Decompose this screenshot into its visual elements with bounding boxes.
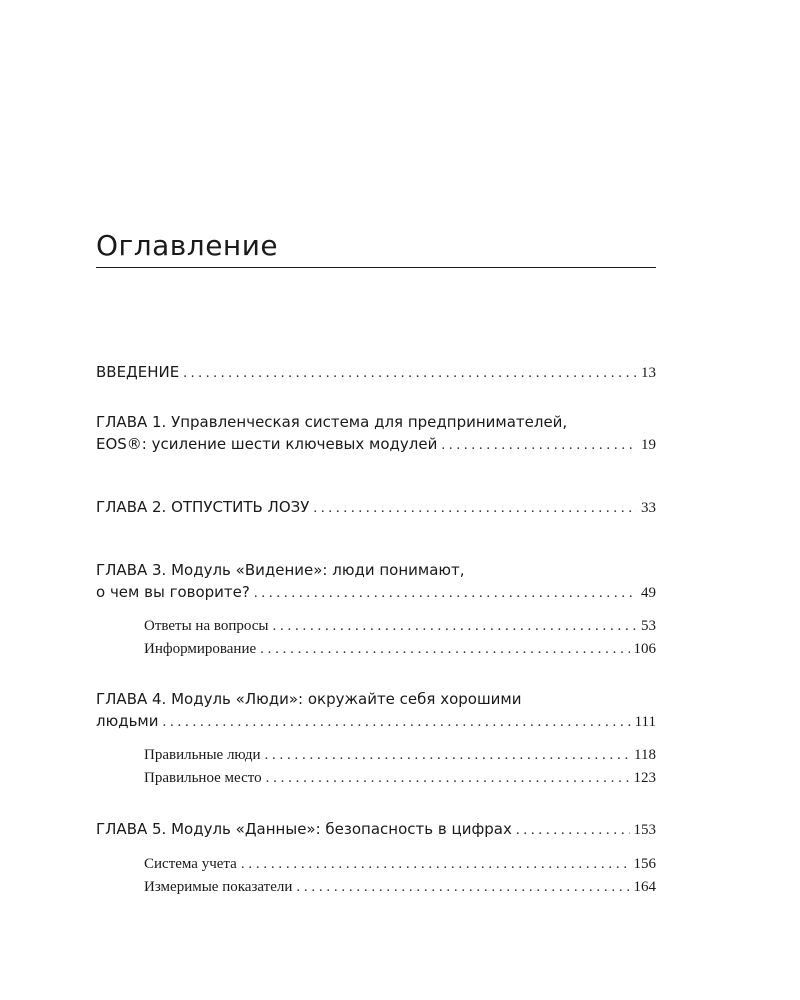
page-number: 49 xyxy=(641,585,656,601)
entry-title-line1: ГЛАВА 1. Управленческая система для предпринимателей, xyxy=(96,413,568,431)
entry-title-line1: ГЛАВА 4. Модуль «Люди»: окружайте себя хорошими xyxy=(96,690,522,708)
entry-title-line2: людьми xyxy=(96,712,159,730)
page-number: 123 xyxy=(633,770,656,786)
toc-entry-ch4-s1[interactable] xyxy=(144,744,656,767)
page-number: 106 xyxy=(633,641,656,657)
dot-leader xyxy=(241,853,630,876)
toc-entry-ch5[interactable] xyxy=(96,818,656,841)
entry-title: ВВЕДЕНИЕ xyxy=(96,363,180,381)
entry-title: Ответы на вопросы xyxy=(144,618,269,634)
toc-entry-ch1[interactable] xyxy=(96,411,656,456)
page-number: 156 xyxy=(633,856,656,872)
entry-title: ГЛАВА 5. Модуль «Данные»: безопасность в цифрах xyxy=(96,820,512,838)
toc-entry-ch4-s2[interactable] xyxy=(144,767,656,790)
toc-entry-ch5-s2[interactable] xyxy=(144,876,656,899)
page-number: 13 xyxy=(641,365,656,381)
page-number: 19 xyxy=(641,437,656,453)
page-number: 153 xyxy=(633,822,656,838)
toc-entry-ch5-s1[interactable] xyxy=(144,853,656,876)
dot-leader xyxy=(441,434,637,456)
entry-title: Система учета xyxy=(144,856,237,872)
dot-leader xyxy=(313,497,637,519)
dot-leader xyxy=(183,362,637,384)
entry-title: Правильное место xyxy=(144,770,262,786)
toc-entry-ch3[interactable] xyxy=(96,559,656,604)
page-number: 111 xyxy=(634,714,656,730)
dot-leader xyxy=(254,582,637,604)
entry-title: Измеримые показатели xyxy=(144,879,293,895)
entry-title: Информирование xyxy=(144,641,257,657)
toc-entry-ch4[interactable] xyxy=(96,688,656,733)
entry-title-line1: ГЛАВА 3. Модуль «Видение»: люди понимают, xyxy=(96,561,465,579)
entry-title-line2: о чем вы говорите? xyxy=(96,583,250,601)
dot-leader xyxy=(260,638,629,661)
toc-entry-intro[interactable] xyxy=(96,361,656,384)
page-title: Оглавление xyxy=(96,228,656,268)
page-number: 118 xyxy=(634,747,656,763)
dot-leader xyxy=(265,744,631,767)
page-number: 164 xyxy=(633,879,656,895)
toc-entry-ch3-s1[interactable] xyxy=(144,615,656,638)
dot-leader xyxy=(296,876,629,899)
dot-leader xyxy=(163,711,631,733)
entry-title: ГЛАВА 2. ОТПУСТИТЬ ЛОЗУ xyxy=(96,498,310,516)
entry-title: Правильные люди xyxy=(144,747,261,763)
toc-page xyxy=(96,0,656,1000)
page-number: 53 xyxy=(641,618,656,634)
toc-entry-ch2[interactable] xyxy=(96,496,656,519)
dot-leader xyxy=(266,767,630,790)
page-number: 33 xyxy=(641,500,656,516)
entry-title-line2: EOS®: усиление шести ключевых модулей xyxy=(96,435,438,453)
toc-entry-ch3-s2[interactable] xyxy=(144,638,656,661)
dot-leader xyxy=(272,615,637,638)
dot-leader xyxy=(516,819,630,841)
